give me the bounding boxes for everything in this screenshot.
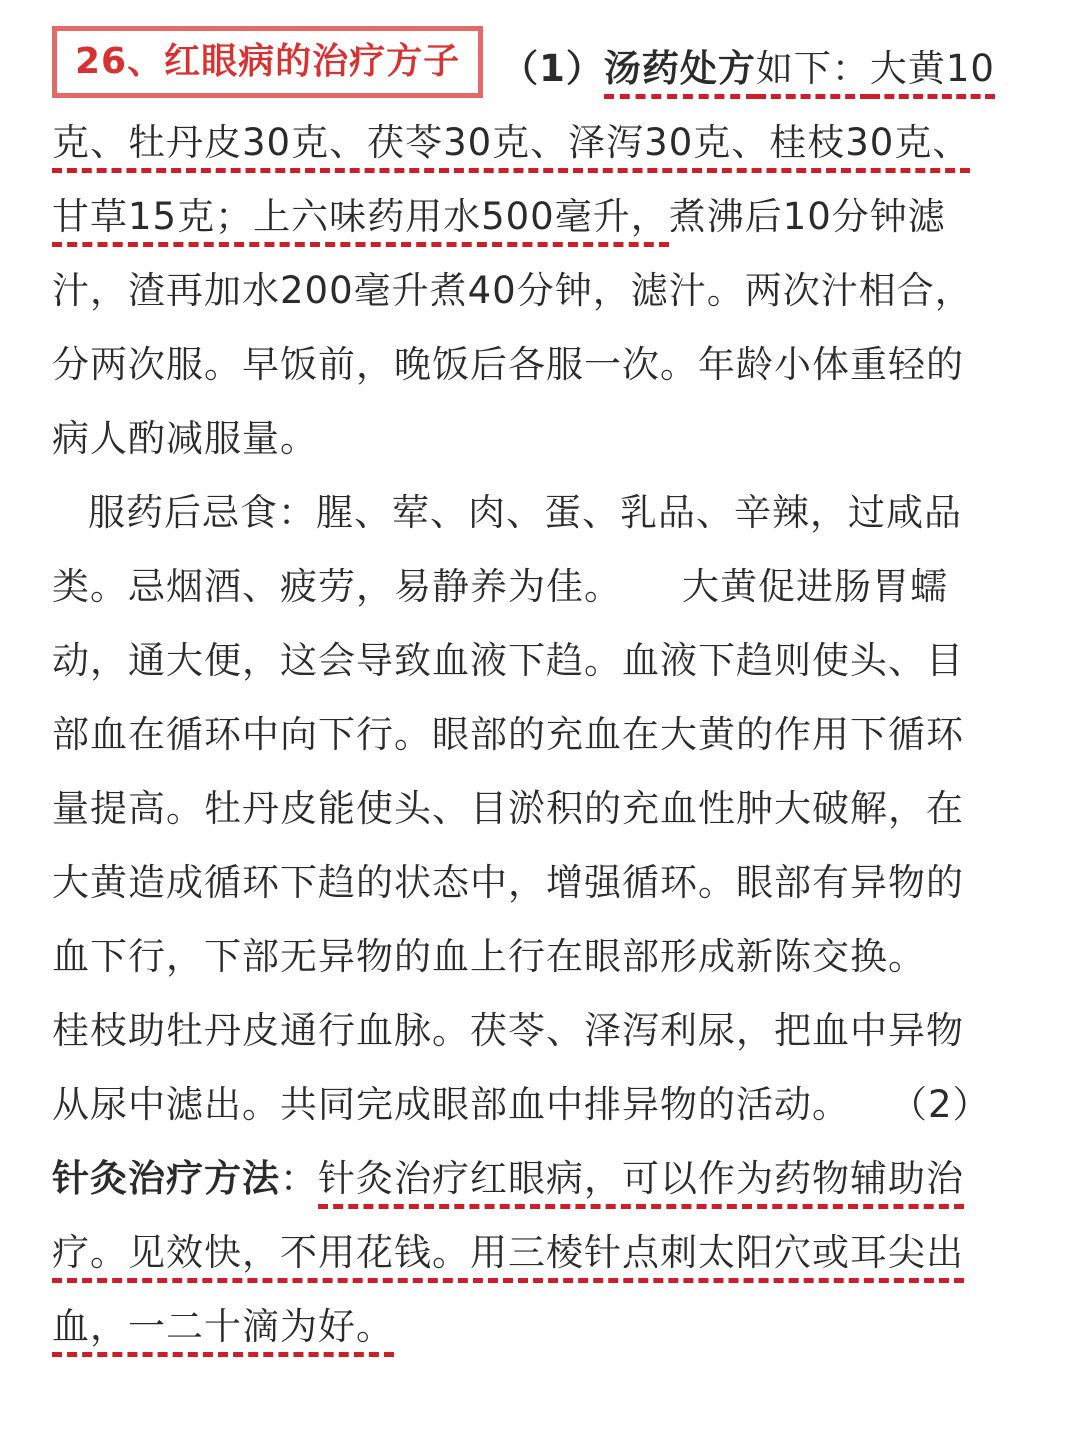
text-line (52, 1290, 1032, 1364)
text-segment: 疗。见效快，不用花钱。用三棱针点刺太阳穴或耳尖出 (52, 1231, 964, 1283)
text-segment: 大黄10 (870, 47, 995, 99)
text-line (52, 1216, 1032, 1290)
text-segment: 如下： (756, 47, 870, 99)
text-line (52, 772, 1032, 846)
text-segment: 甘草15克；上六味药用水500毫升， (52, 195, 669, 247)
text-line (52, 846, 1032, 920)
text-line (52, 698, 1032, 772)
text-line (52, 1068, 1032, 1142)
text-segment: 血下行，下部无异物的血上行在眼部形成新陈交换。 (52, 935, 926, 978)
text-segment: 量提高。牡丹皮能使头、目淤积的充血性肿大破解，在 (52, 787, 964, 830)
text-segment: 服药后忌食：腥、荤、肉、蛋、乳品、辛辣，过咸品 (88, 491, 962, 534)
text-line (52, 1142, 1032, 1216)
text-segment: 克、牡丹皮30克、茯苓30克、泽泻30克、桂枝30克、 (52, 121, 970, 173)
text-line (52, 476, 1032, 550)
text-segment: 从尿中滤出。共同完成眼部血中排异物的活动。 (52, 1083, 850, 1126)
text-segment: 汁，渣再加水200毫升煮40分钟，滤汁。两次汁相合， (52, 269, 973, 312)
text-line (52, 994, 1032, 1068)
text-line (52, 550, 1032, 624)
item-marker: （1） (501, 47, 604, 90)
text-segment: 部血在循环中向下行。眼部的充血在大黄的作用下循环 (52, 713, 964, 756)
decoction-heading: 汤药处方 (604, 47, 756, 99)
text-segment: 类。忌烟酒、疲劳，易静养为佳。 (52, 565, 622, 608)
text-segment: 大黄造成循环下趋的状态中，增强循环。眼部有异物的 (52, 861, 964, 904)
text-segment: 分两次服。早饭前，晚饭后各服一次。年龄小体重轻的 (52, 343, 964, 386)
text-segment: 煮沸后10分钟滤 (668, 195, 946, 238)
text-segment: 血，一二十滴为好。 (52, 1305, 394, 1357)
section-title: 26、红眼病的治疗方子 (52, 26, 483, 98)
text-line (52, 624, 1032, 698)
text-line (52, 328, 1032, 402)
acupuncture-heading: 针灸治疗方法 (52, 1157, 280, 1200)
text-segment: 桂枝助牡丹皮通行血脉。茯苓、泽泻利尿，把血中异物 (52, 1009, 964, 1052)
item-marker: （2） (890, 1083, 991, 1126)
text-segment: 动，通大便，这会导致血液下趋。血液下趋则使头、目 (52, 639, 964, 682)
text-line (52, 180, 1032, 254)
text-line (52, 32, 1032, 106)
text-segment: 大黄促进肠胃蠕 (682, 565, 948, 608)
text-line (52, 254, 1032, 328)
text-line (52, 920, 1032, 994)
text-segment: 针灸治疗红眼病，可以作为药物辅助治 (318, 1157, 964, 1209)
article (52, 32, 1032, 1364)
text-line (52, 402, 1032, 476)
text-line (52, 106, 1032, 180)
text-segment: 病人酌减服量。 (52, 417, 318, 460)
text-segment: ： (280, 1157, 318, 1200)
